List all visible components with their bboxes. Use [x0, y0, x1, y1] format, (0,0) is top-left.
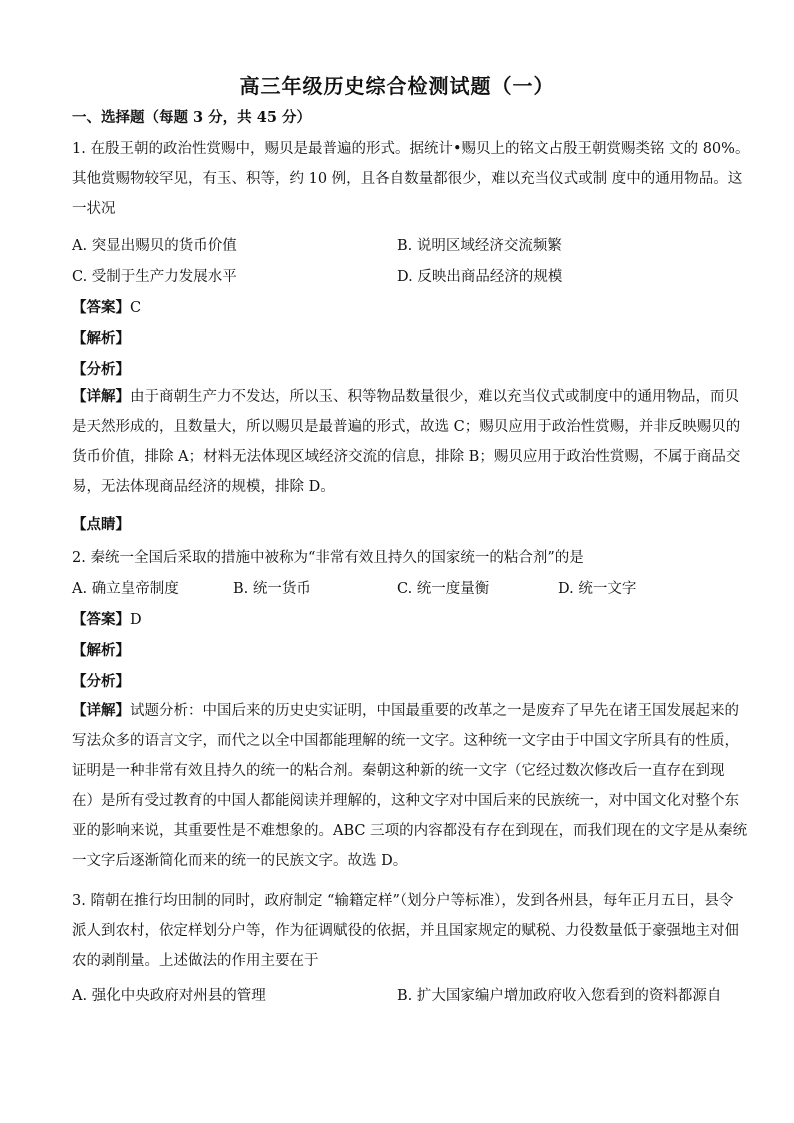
- question-1-fenxi-label: 【分析】: [72, 361, 130, 378]
- question-2-option-d[interactable]: D. 统一文字: [558, 581, 637, 597]
- section-tag: 【答案】: [72, 299, 130, 316]
- question-3-stem: [72, 886, 739, 976]
- question-3-option-b[interactable]: B. 扩大国家编户增加政府收入您看到的资料都源自: [397, 988, 722, 1004]
- question-1-detail-line: 是天然形成的，且数量大，所以赐贝是最普遍的形式，故选 C；赐贝应用于政治性赏赐，并非反映赐贝的: [72, 419, 741, 435]
- question-1-line: 一状况: [72, 201, 116, 217]
- question-1-detail: [72, 382, 741, 502]
- question-1-option-b[interactable]: B. 说明区域经济交流频繁: [397, 238, 562, 254]
- question-1-detail-line: 【详解】由于商朝生产力不发达，所以玉、积等物品数量很少，难以充当仪式或制度中的通用物品，而贝: [72, 388, 739, 405]
- question-2-detail-line: 在）是所有受过教育的中国人都能阅读并理解的，这种文字对中国后来的民族统一，对中国文化对整个东: [72, 793, 739, 809]
- question-1-detail-line: 易，无法体现商品经济的规模，排除 D。: [72, 479, 335, 495]
- question-1-line: 其他赏赐物较罕见，有玉、积等，约 10 例，且各自数量都很少，难以充当仪式或制 度中的通用物品。这: [72, 171, 743, 187]
- question-1-option-c[interactable]: C. 受制于生产力发展水平: [72, 269, 237, 285]
- section-tag: 【答案】: [72, 611, 130, 628]
- question-2-detail-line: 【详解】试题分析：中国后来的历史史实证明，中国最重要的改革之一是废弃了早先在诸王国发展起来的: [72, 702, 739, 719]
- question-3-line: 农的剥削量。上述做法的作用主要在于: [72, 953, 319, 969]
- question-1-option-a[interactable]: A. 突显出赐贝的货币价值: [72, 238, 237, 254]
- question-1-jiexi-label: 【解析】: [72, 330, 130, 347]
- question-2-jiexi-label: 【解析】: [72, 642, 130, 659]
- question-1-dianjing-label: 【点睛】: [72, 516, 130, 533]
- question-3-option-a[interactable]: A. 强化中央政府对州县的管理: [72, 988, 266, 1004]
- question-2-option-c[interactable]: C. 统一度量衡: [397, 581, 490, 597]
- answer-text: 【答案】D: [72, 611, 142, 628]
- question-2-option-a[interactable]: A. 确立皇帝制度: [72, 581, 179, 597]
- question-2-answer: [72, 608, 142, 629]
- question-2-detail-line: 亚的影响来说，其重要性是不难想象的。ABC 三项的内容都没有存在到现在，而我们现在的文字是从秦统: [72, 823, 748, 839]
- question-3-line: 派人到农村，依定样划分户等，作为征调赋役的依据，并且国家规定的赋税、力役数量低于豪强地主对佃: [72, 923, 739, 939]
- section-heading: 一、选择题（每题 3 分，共 45 分）: [72, 109, 311, 126]
- question-3-line: 3. 隋朝在推行均田制的同时，政府制定 “输籍定样”（划分户等标准），发到各州县，每年正月五日，县令: [72, 893, 734, 909]
- question-2-detail-line: 证明是一种非常有效且持久的统一的粘合剂。秦朝这种新的统一文字（它经过数次修改后一直存在到现: [72, 763, 725, 779]
- question-1-detail-line: 货币价值，排除 A；材料无法体现区域经济交流的信息，排除 B；赐贝应用于政治性赏赐，不属于商品交: [72, 449, 741, 465]
- answer-text: 【答案】C: [72, 299, 142, 316]
- question-2-fenxi-label: 【分析】: [72, 673, 130, 690]
- question-2-detail-line: 写法众多的语言文字，而代之以全中国都能理解的统一文字。这种统一文字由于中国文字所具有的性质，: [72, 733, 739, 749]
- question-1-stem: [72, 134, 750, 224]
- question-2-detail: [72, 696, 748, 876]
- page-title: 高三年级历史综合检测试题（一）: [239, 74, 555, 98]
- question-1-answer: [72, 296, 141, 317]
- section-tag: 【详解】: [72, 388, 130, 405]
- question-2-stem: 2. 秦统一全国后采取的措施中被称为“非常有效且持久的国家统一的粘合剂”的是: [72, 550, 584, 566]
- question-1-line: 1. 在殷王朝的政治性赏赐中，赐贝是最普遍的形式。据统计•赐贝上的铭文占殷王朝赏赐类铭 文的 80%。: [72, 141, 750, 157]
- question-2-option-b[interactable]: B. 统一货币: [233, 581, 311, 597]
- question-1-option-d[interactable]: D. 反映出商品经济的规模: [397, 269, 563, 285]
- section-tag: 【详解】: [72, 702, 130, 719]
- question-2-detail-line: 一文字后逐渐简化而来的统一的民族文字。故选 D。: [72, 853, 408, 869]
